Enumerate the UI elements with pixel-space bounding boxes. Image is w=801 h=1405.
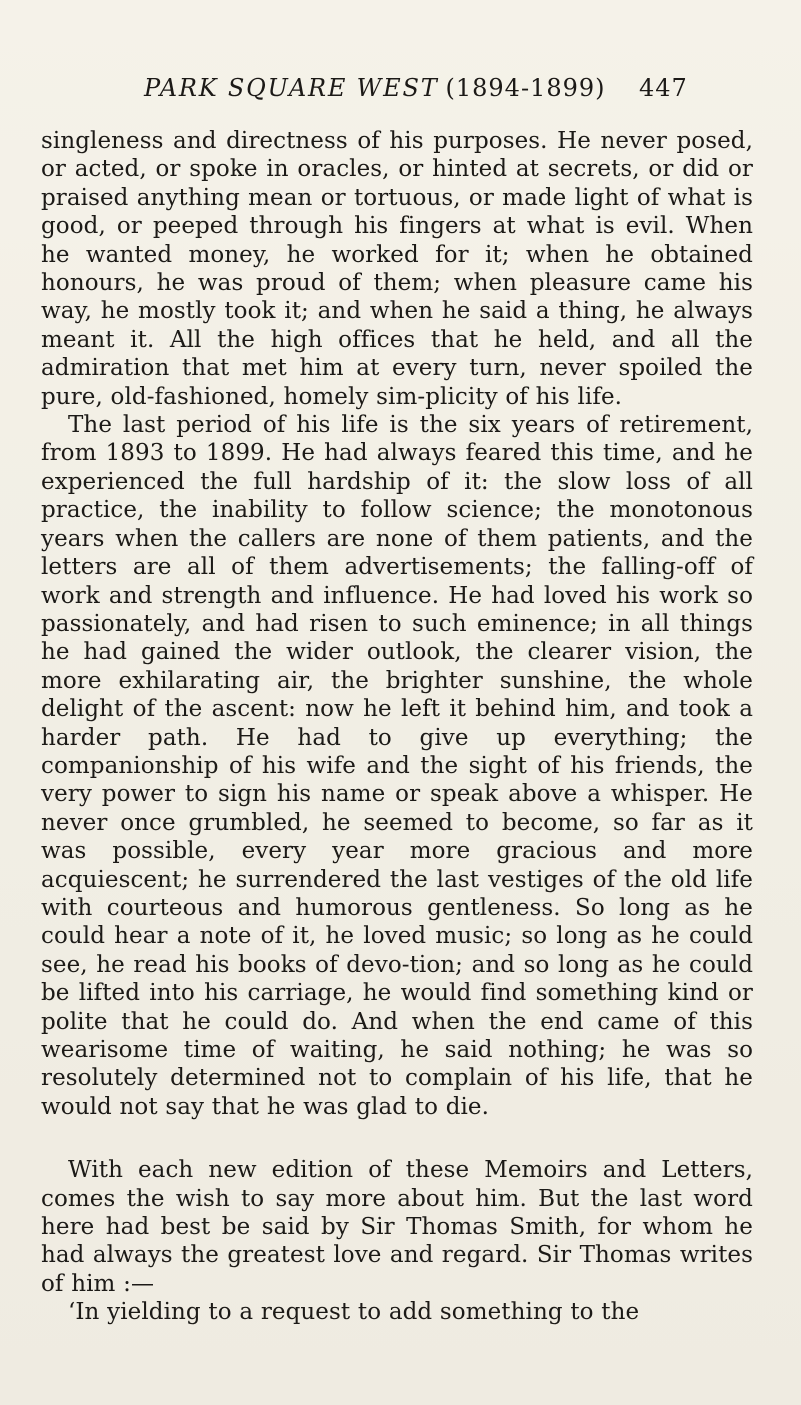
running-title-years: (1894-1899): [445, 74, 606, 102]
body-text: [41, 127, 753, 1327]
paragraph-quote-start: ‘In yielding to a request to add something to the: [68, 1299, 640, 1326]
paragraph-retirement: The last period of his life is the six years of retirement, from 1893 to 1899. He had always feared this time, and he experienced the full hardship of it: the slow loss of all practice, the inability to follow science; the monotonous years when the callers are none of them patients, and the letters are all of them advertisements; the falling-off of work and strength and influence. He had loved his work so passionately, and had risen to such eminence; in all things he had gained the wider outlook, the clearer vision, the more exhilarating air, the brighter sunshine, the whole delight of the ascent: now he left it behind him, and took a harder path. He had to give up everything; the companionship of his wife and the sight of his friends, the very power to sign his name or speak above a whisper. He never once grumbled, he seemed to become, so far as it was possible, every year more gracious and more acquiescent; he surrendered the last vestiges of the old life with courteous and humorous gentleness. So long as he could hear a note of it, he loved music; so long as he could see, he read his books of devo-tion; and so long as he could be lifted into his carriage, he would find something kind or polite that he could do. And when the end came of this wearisome time of waiting, he said nothing; he was so resolutely determined not to complain of his life, that he would not say that he was glad to die.: [41, 412, 753, 1120]
paragraph-continuation: singleness and directness of his purposes. He never posed, or acted, or spoke in oracles, or hinted at secrets, or did or praised anything mean or tortuous, or made light of what is good, or peeped through his fingers at what is evil. When he wanted money, he worked for it; when he obtained honours, he was proud of them; when pleasure came his way, he mostly took it; and when he said a thing, he always meant it. All the high offices that he held, and all the admiration that met him at every turn, never spoiled the pure, old-fashioned, homely sim-plicity of his life.: [41, 128, 753, 410]
running-head: [0, 71, 801, 111]
paragraph-memoirs: With each new edition of these Memoirs and Letters, comes the wish to say more about him. But the last word here had best be said by Sir Thomas Smith, for whom he had always the greatest love and regard. Sir Thomas writes of him :—: [41, 1157, 753, 1297]
running-title: [144, 73, 606, 103]
page-number: 447: [639, 74, 688, 102]
running-title-text: PARK SQUARE WEST: [144, 74, 439, 102]
